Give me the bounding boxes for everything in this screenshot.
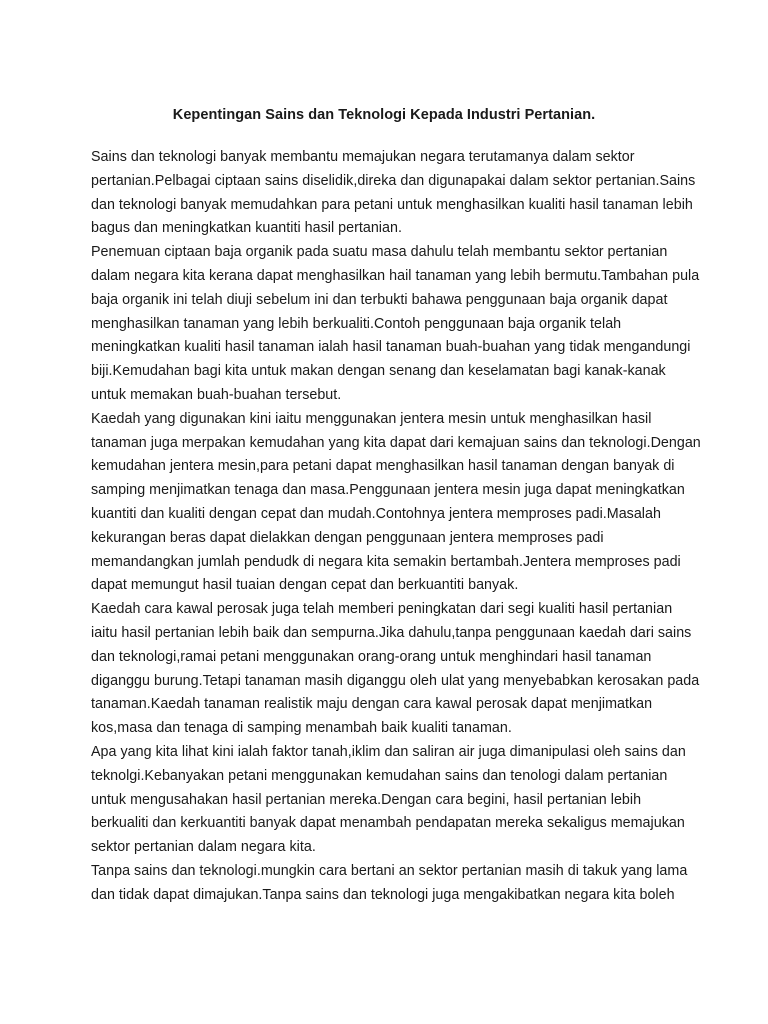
paragraph-line: meningkatkan kualiti hasil tanaman ialah hasil tanaman buah-buahan yang tidak mengandungi [91, 339, 691, 356]
paragraph-5 [91, 741, 691, 860]
paragraph-line: tanaman.Kaedah tanaman realistik maju dengan cara kawal perosak dapat menjimatkan [91, 696, 653, 713]
paragraph-line: Kaedah cara kawal perosak juga telah memberi peningkatan dari segi kualiti hasil pertanian [91, 601, 673, 618]
paragraph-line: biji.Kemudahan bagi kita untuk makan dengan senang dan keselamatan bagi kanak-kanak [91, 363, 666, 380]
paragraph-6 [91, 860, 691, 908]
paragraph-line: tanaman juga merpakan kemudahan yang kita dapat dari kemajuan sains dan teknologi.Dengan [91, 434, 701, 451]
paragraph-line: teknolgi.Kebanyakan petani menggunakan kemudahan sains dan tenologi dalam pertanian [91, 767, 668, 784]
paragraph-line: dapat memungut hasil tuaian dengan cepat dan berkuantiti banyak. [91, 577, 519, 594]
paragraph-line: menghasilkan tanaman yang lebih berkualiti.Contoh penggunaan baja organik telah [91, 315, 622, 332]
paragraph-line: samping menjimatkan tenaga dan masa.Penggunaan jentera mesin juga dapat meningkatkan [91, 482, 685, 499]
document-title: Kepentingan Sains dan Teknologi Kepada Industri Pertanian. [172, 107, 596, 123]
paragraph-line: berkualiti dan kerkuantiti banyak dapat menambah pendapatan mereka sekaligus memajukan [91, 815, 685, 832]
paragraph-line: kuantiti dan kualiti dengan cepat dan mudah.Contohnya jentera memproses padi.Masalah [91, 505, 661, 522]
paragraph-line: dan teknologi banyak memudahkan para petani untuk menghasilkan kualiti hasil tanaman lebih [91, 196, 693, 213]
paragraph-line: kemudahan jentera mesin,para petani dapat menghasilkan hasil tanaman dengan banyak di [91, 458, 675, 475]
paragraph-line: Penemuan ciptaan baja organik pada suatu masa dahulu telah membantu sektor pertanian [91, 244, 668, 261]
paragraph-line: Sains dan teknologi banyak membantu memajukan negara terutamanya dalam sektor [91, 149, 635, 165]
paragraph-line: Apa yang kita lihat kini ialah faktor tanah,iklim dan saliran air juga dimanipulasi oleh sains dan [91, 743, 686, 760]
paragraph-line: pertanian.Pelbagai ciptaan sains diselidik,direka dan digunapakai dalam sektor pertanian.Sains [91, 172, 696, 189]
paragraph-line: memandangkan jumlah pendudk di negara kita semakin bertambah.Jentera memproses padi [91, 553, 681, 570]
paragraph-line: baja organik ini telah diuji sebelum ini dan terbukti bahawa penggunaan baja organik dapat [91, 291, 668, 308]
paragraph-line: kekurangan beras dapat dielakkan dengan penggunaan jentera memproses padi [91, 529, 604, 546]
paragraph-line: dalam negara kita kerana dapat menghasilkan hail tanaman yang lebih bermutu.Tambahan pula [91, 267, 700, 284]
paragraph-line: sektor pertanian dalam negara kita. [91, 839, 316, 856]
paragraph-line: Tanpa sains dan teknologi.mungkin cara bertani an sektor pertanian masih di takuk yang lama [91, 862, 688, 879]
paragraph-line: diganggu burung.Tetapi tanaman masih diganggu oleh ulat yang menyebabkan kerosakan pada [91, 672, 700, 689]
paragraph-1 [91, 146, 696, 241]
paragraph-3 [91, 408, 701, 598]
paragraph-line: untuk memakan buah-buahan tersebut. [91, 386, 342, 403]
paragraph-line: untuk mengusahakan hasil pertanian mereka.Dengan cara begini, hasil pertanian lebih [91, 791, 642, 808]
paragraph-line: kos,masa dan tenaga di samping menambah baik kualiti tanaman. [91, 720, 512, 737]
paragraph-line: iaitu hasil pertanian lebih baik dan sempurna.Jika dahulu,tanpa penggunaan kaedah dari sains [91, 624, 692, 641]
paragraph-line: Kaedah yang digunakan kini iaitu menggunakan jentera mesin untuk menghasilkan hasil [91, 410, 652, 427]
document-body [91, 146, 701, 908]
paragraph-line: bagus dan meningkatkan kuantiti hasil pertanian. [91, 220, 402, 237]
paragraph-2 [91, 241, 700, 408]
paragraph-line: dan tidak dapat dimajukan.Tanpa sains dan teknologi juga mengakibatkan negara kita boleh [91, 886, 675, 903]
paragraph-4 [91, 598, 700, 741]
paragraph-line: dan teknologi,ramai petani menggunakan orang-orang untuk menghindari hasil tanaman [91, 648, 652, 665]
